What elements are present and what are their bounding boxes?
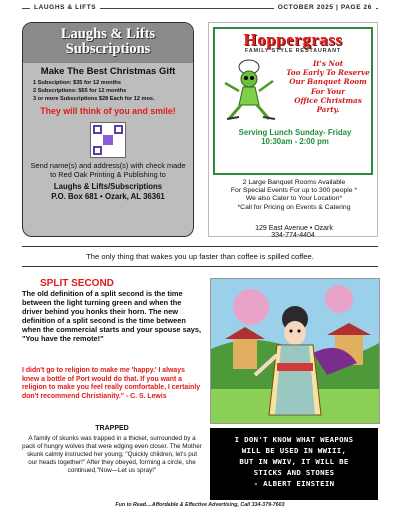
serving-days: Serving Lunch Sunday- Friday (238, 128, 352, 137)
hoppergrass-name: Hoppergrass (243, 30, 343, 49)
grasshopper-chef-icon (219, 57, 279, 123)
hoppergrass-serving (217, 128, 373, 146)
serving-hours: 10:30am - 2:00 pm (261, 137, 329, 146)
quote-rule-top (22, 246, 378, 247)
subscription-smile: They will think of you and smile! (40, 106, 176, 116)
hoppergrass-phone: 334-774-4404 (271, 232, 315, 239)
subscription-heading (23, 23, 193, 63)
subscription-address-2: P.O. Box 681 • Ozark, AL 36361 (51, 191, 165, 201)
hoppergrass-subtitle: FAMILY STYLE RESTAURANT (244, 48, 342, 54)
einstein-line: STICKS AND STONES (253, 468, 335, 477)
subscription-options (33, 79, 193, 103)
hoppergrass-frame (213, 27, 373, 175)
promo-line: It's Not (312, 59, 344, 68)
promo-line: Our Banquet Room (289, 77, 367, 87)
subscription-option: 2 Subscriptions: $65 for 12 months (33, 88, 127, 94)
info-line: For Special Events For up to 300 people * (230, 187, 358, 195)
coffee-quote: The only thing that wakes you up faster than coffee is spilled coffee. (86, 252, 314, 261)
header-date-page: OCTOBER 2025 | PAGE 26 (274, 4, 376, 11)
subscription-send-text: Send name(s) and address(s) with check made to Red Oak Printing & Publishing to (30, 161, 186, 179)
cs-lewis-quote: I didn't go to religion to make me 'happy.' I always knew a bottle of Port would do that. If you want a religion to make you feel really comfortable, I certainly don't recommend Christianity." - C. S. Lewis (22, 367, 201, 400)
einstein-line: I DON'T KNOW WHAT WEAPONS (234, 435, 354, 444)
pagoda-scene-icon (211, 279, 379, 423)
hoppergrass-ad (208, 22, 378, 237)
subscription-option: 1 Subsciption: $35 for 12 months (33, 80, 121, 86)
info-line: 2 Large Banquet Rooms Available (242, 179, 346, 186)
trapped-body: A family of skunks was trapped in a thicket, surrounded by a pack of hungry wolves that were edging even closer. The Mother skunk calmly instructed her young; "Quickly children, let's put our heads together!" After they obeyed, forming a circle, she continued,"Now—Let us spray!" (22, 435, 202, 474)
quote-rule-bottom (22, 266, 378, 267)
info-line: *Call for Pricing on Events & Catering (237, 203, 351, 211)
qr-code-icon (90, 122, 126, 158)
info-line: We also Cater to Your Location* (245, 195, 343, 203)
split-second-title: SPLIT SECOND (40, 278, 114, 289)
split-second-body: The old definition of a split second is the time between the light turning green and when the driver behind you honks their horn. The new definition of a split second is the time between when the commercial starts and your spouse says, "You have the remote!" (22, 289, 202, 343)
trapped-title: TRAPPED (95, 425, 129, 432)
promo-line: For Your (310, 86, 346, 96)
subscription-title-2: Subscriptions (65, 41, 151, 57)
subscription-tagline: Make The Best Christmas Gift (40, 66, 176, 77)
subscription-address-1: Laughs & Lifts/Subscriptions (53, 182, 163, 192)
subscription-ad (22, 22, 194, 237)
einstein-quote (210, 428, 378, 500)
hoppergrass-promo (283, 59, 373, 114)
einstein-line: - ALBERT EINSTEIN (253, 479, 335, 488)
subscription-title-1: Laughs & Lifts (60, 26, 156, 42)
geisha-illustration (210, 278, 380, 424)
subscription-address (23, 182, 193, 201)
hoppergrass-address: 129 East Avenue • Ozark (255, 225, 333, 232)
subscription-option: 3 or more Subscriptions $28 Each for 12 mos. (33, 96, 155, 102)
einstein-line: BUT IN WWIV, IT WILL BE (239, 457, 349, 466)
einstein-line: WILL BE USED IN WWIII, (241, 446, 347, 455)
hoppergrass-info (213, 179, 375, 212)
promo-line: Too Early To Reserve (286, 68, 370, 78)
header-publication: LAUGHS & LIFTS (30, 4, 100, 11)
promo-line: Office Christmas Party. (294, 95, 362, 115)
footer-advert: Fun to Read....Affordable & Effective Advertising, Call 334-379-7603 (115, 502, 285, 508)
